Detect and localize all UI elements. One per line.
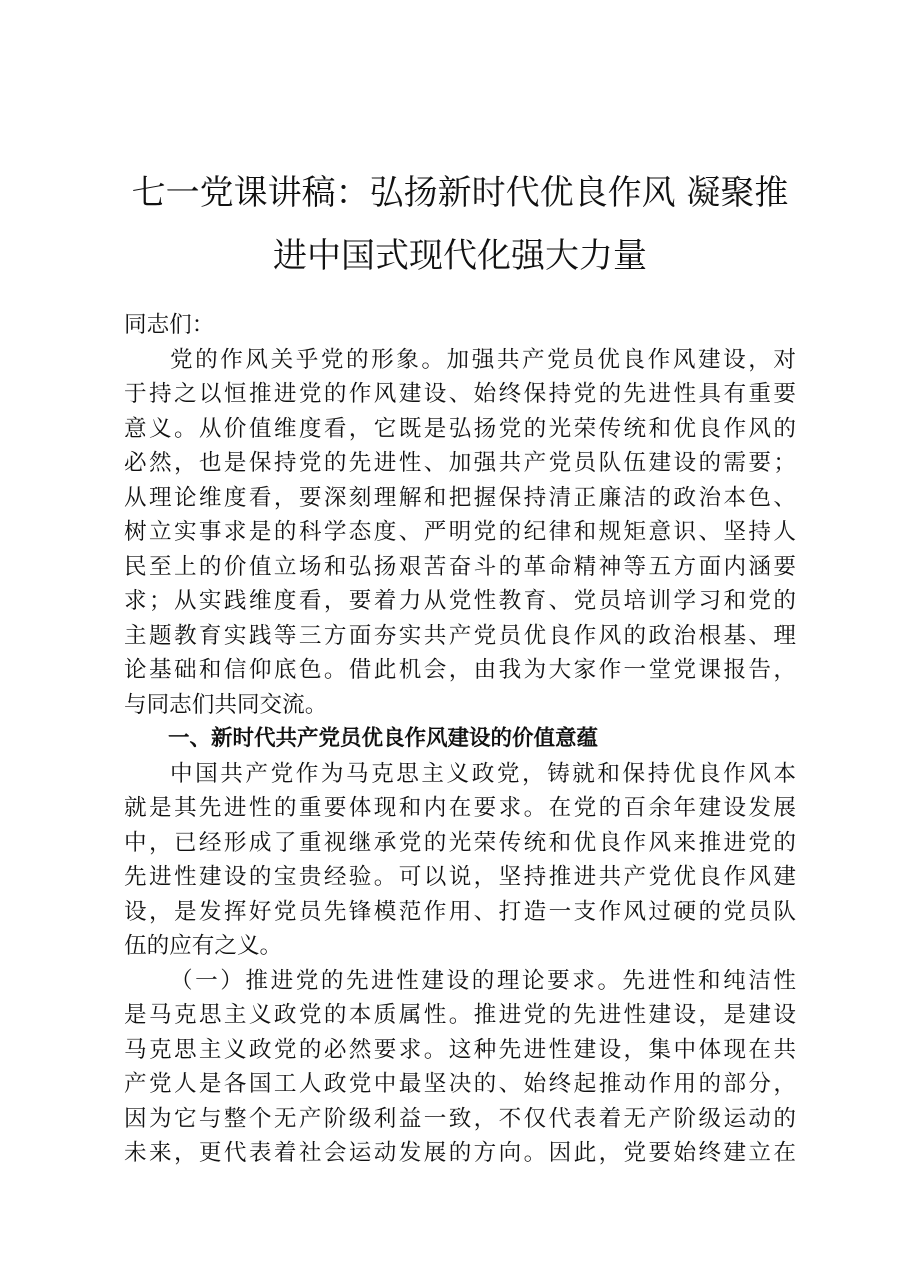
paragraph-line: 设，是发挥好党员先锋模范作用、打造一支作风过硬的党员队 [124,898,796,925]
paragraph-line: 先进性建设的宝贵经验。可以说，坚持推进共产党优良作风建 [124,864,796,890]
document-title-line-2: 进中国式现代化强大力量 [273,236,647,276]
paragraph-line: 必然，也是保持党的先进性、加强共产党员队伍建设的需要； [124,450,796,476]
paragraph-line: 主题教育实践等三方面夯实共产党员优良作风的政治根基、理 [124,622,796,649]
paragraph-line: 意义。从价值维度看，它既是弘扬党的光荣传统和优良作风的 [124,415,796,442]
paragraph-line: 树立实事求是的科学态度、严明党的纪律和规矩意识、坚持人 [124,519,796,545]
paragraph-line: 就是其先进性的重要体现和内在要求。在党的百余年建设发展 [124,795,796,821]
salutation: 同志们： [124,312,215,338]
paragraph-line: 马克思主义政党的必然要求。这种先进性建设，集中体现在共 [124,1036,796,1063]
paragraph-line: 是马克思主义政党的本质属性。推进党的先进性建设，是建设 [124,1002,796,1028]
paragraph-line: 产党人是各国工人政党中最坚决的、始终起推动作用的部分， [124,1071,796,1097]
paragraph-line: 求；从实践维度看，要着力从党性教育、党员培训学习和党的 [124,588,796,614]
paragraph-line: 与同志们共同交流。 [124,691,328,718]
paragraph-line: 未来，更代表着社会运动发展的方向。因此，党要始终建立在 [124,1140,796,1166]
paragraph-line: 论基础和信仰底色。借此机会，由我为大家作一堂党课报告， [124,657,796,683]
paragraph-line: 中，已经形成了重视继承党的光荣传统和优良作风来推进党的 [124,829,796,856]
document-body [124,308,796,1171]
paragraph-line: 从理论维度看，要深刻理解和把握保持清正廉洁的政治本色、 [124,484,796,511]
paragraph-line: 伍的应有之义。 [124,933,283,959]
paragraph-line: 因为它与整个无产阶级利益一致，不仅代表着无产阶级运动的 [124,1105,796,1132]
paragraph-first-line: 党的作风关乎党的形象。加强共产党员优良作风建设，对 [170,346,796,373]
paragraph-line: 于持之以恒推进党的作风建设、始终保持党的先进性具有重要 [124,381,796,407]
paragraph-line: 民至上的价值立场和弘扬艰苦奋斗的革命精神等五方面内涵要 [124,553,796,580]
section-heading: 一、新时代共产党员优良作风建设的价值意蕴 [168,726,599,751]
paragraph-first-line: 中国共产党作为马克思主义政党，铸就和保持优良作风本 [170,760,796,787]
paragraph-first-line: （一）推进党的先进性建设的理论要求。先进性和纯洁性 [170,967,796,994]
document-title-line-1: 七一党课讲稿：弘扬新时代优良作风 凝聚推 [131,173,789,213]
